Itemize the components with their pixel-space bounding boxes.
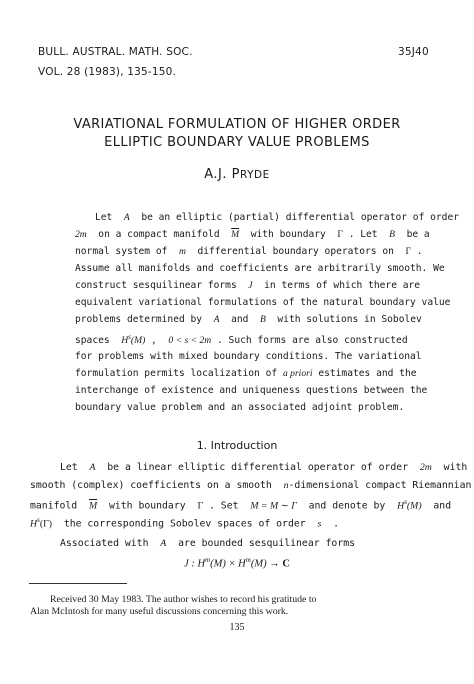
abstract-line-4: Assume all manifolds and coefficients are arbitrarily smooth. We [75,263,445,274]
abstract-line-8: spaces $H^s(M)$ , 0 < s < 2m . Such forms are also constructed [75,333,408,347]
section-heading: 1. Introduction [196,439,278,452]
journal-name: BULL. AUSTRAL. MATH. SOC. [38,46,193,58]
abstract-line-3: normal system of m differential boundary operators on Γ . [75,246,423,257]
abstract-line-10: formulation permits localization of a priori estimates and the [75,368,417,379]
paper-title-line2: ELLIPTIC BOUNDARY VALUE PROBLEMS [104,135,370,150]
body-line-3: manifold $\overline{M}$ with boundary Γ . Set M = M ∼ Γ and denote by $H^s(M)$ and [30,498,452,512]
abstract-line-1: Let A be an elliptic (partial) differential operator of order [95,212,460,223]
journal-volume: VOL. 28 (1983), 135-150. [38,66,177,78]
abstract-line-7: problems determined by A and B with solutions in Sobolev [75,314,422,325]
body-line-2: smooth (complex) coefficients on a smooth n-dimensional compact Riemannian [30,480,472,491]
paper-title-line1: VARIATIONAL FORMULATION OF HIGHER ORDER [73,117,401,132]
body-line-1: Let A be a linear elliptic differential operator of order 2m with [60,462,468,473]
body-line-5: Associated with A are bounded sesquilinear forms [60,538,356,549]
classification-code: 35J40 [398,46,429,58]
footnote-rule [29,583,127,584]
abstract-line-9: for problems with mixed boundary conditions. The variational [75,351,422,362]
author-name [0,167,474,182]
abstract-line-11: interchange of existence and uniqueness questions between the [75,385,428,396]
abstract-line-2: 2m on a compact manifold $\overline{M}$ with boundary Γ . Let B be a [75,229,430,240]
abstract-line-5: construct sesquilinear forms J in terms of which there are [75,280,421,291]
author-initials: A.J. P [204,167,240,182]
display-formula: J : $H^m(M) \times H^m(M) \to C$ [184,556,290,570]
author-surname: RYDE [239,169,270,181]
footnote-line-1: Received 30 May 1983. The author wishes to record his gratitude to [50,594,317,605]
footnote-line-2: Alan McIntosh for many useful discussions concerning this work. [30,606,289,617]
page-number: 135 [229,622,245,633]
abstract-line-12: boundary value problem and an associated adjoint problem. [75,402,405,413]
abstract-line-6: equivalent variational formulations of the natural boundary value [75,297,451,308]
body-line-4: $H^s(\Gamma)$ the corresponding Sobolev spaces of order s . [30,516,339,530]
